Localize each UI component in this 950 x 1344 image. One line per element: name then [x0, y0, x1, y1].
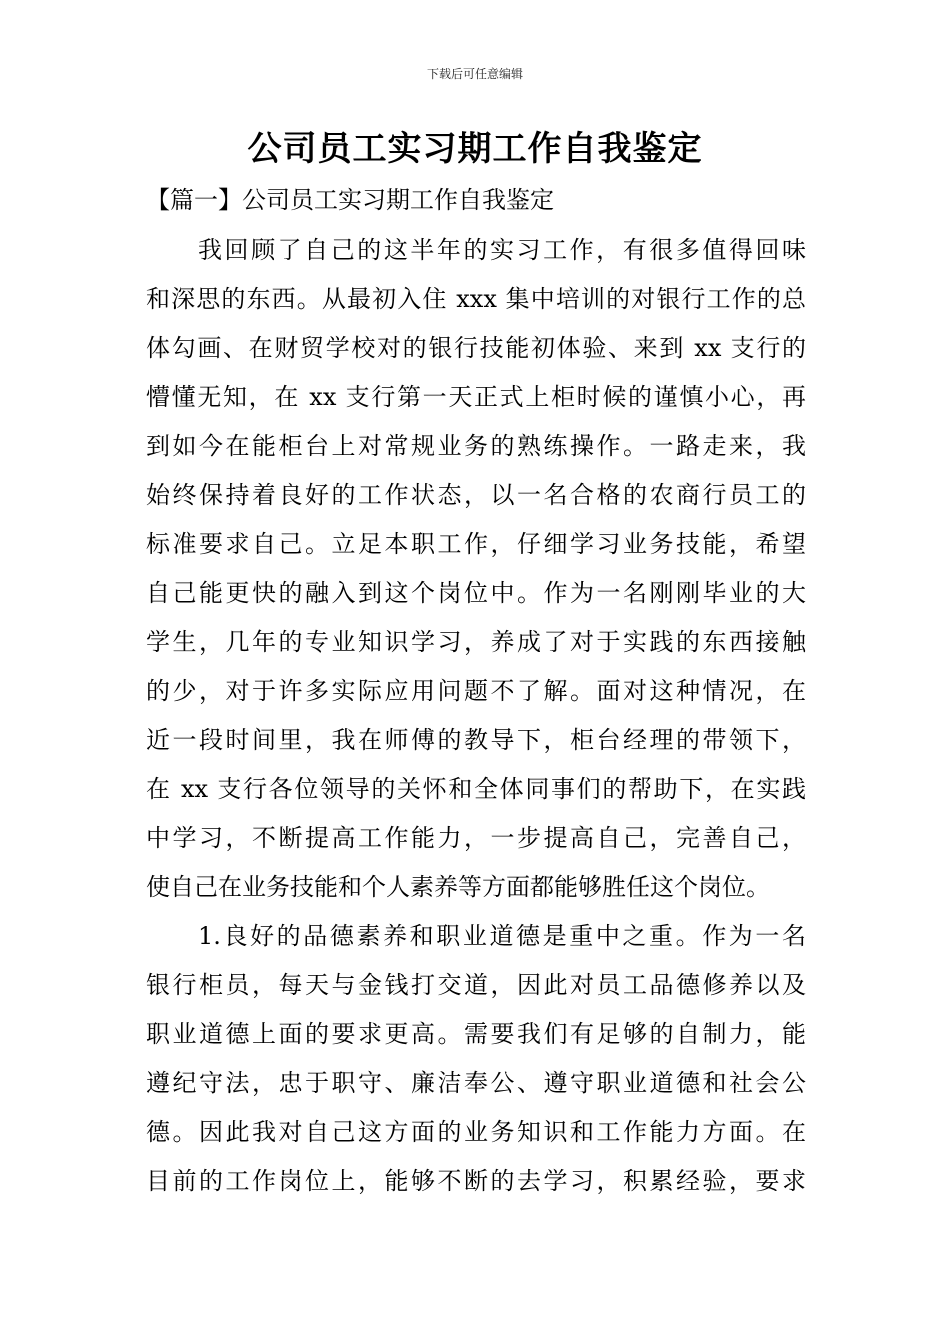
- paragraph-1-line-12: 在 xx 支行各位领导的关怀和全体同事们的帮助下，在实践: [146, 775, 806, 803]
- paragraph-1-line-1: 我回顾了自己的这半年的实习工作，有很多值得回味: [198, 236, 806, 264]
- paragraph-2-line-4: 遵纪守法，忠于职守、廉洁奉公、遵守职业道德和社会公: [146, 1069, 806, 1097]
- paragraph-2-line-1: 1.良好的品德素养和职业道德是重中之重。作为一名: [198, 922, 806, 950]
- paragraph-1-line-2: 和深思的东西。从最初入住 xxx 集中培训的对银行工作的总: [146, 285, 806, 313]
- body-text: [146, 226, 806, 1206]
- paragraph-2-line-6: 目前的工作岗位上，能够不断的去学习，积累经验，要求: [146, 1167, 806, 1195]
- document-title: 公司员工实习期工作自我鉴定: [247, 129, 703, 169]
- paragraph-1-line-4: 懵懂无知，在 xx 支行第一天正式上柜时候的谨慎小心，再: [146, 383, 806, 411]
- section-heading: 【篇一】公司员工实习期工作自我鉴定: [146, 186, 554, 214]
- paragraph-2-line-3: 职业道德上面的要求更高。需要我们有足够的自制力，能: [146, 1020, 806, 1048]
- paragraph-2-line-5: 德。因此我对自己这方面的业务知识和工作能力方面。在: [146, 1118, 806, 1146]
- paragraph-1-line-7: 标准要求自己。立足本职工作，仔细学习业务技能，希望: [146, 530, 806, 558]
- paragraph-1-line-11: 近一段时间里，我在师傅的教导下，柜台经理的带领下，: [146, 726, 806, 754]
- paragraph-1-line-8: 自己能更快的融入到这个岗位中。作为一名刚刚毕业的大: [146, 579, 806, 607]
- paragraph-1-line-9: 学生，几年的专业知识学习，养成了对于实践的东西接触: [146, 628, 806, 656]
- paragraph-1-line-10: 的少，对于许多实际应用问题不了解。面对这种情况，在: [146, 677, 806, 705]
- paragraph-1-line-14: 使自己在业务技能和个人素养等方面都能够胜任这个岗位。: [146, 873, 770, 901]
- page-header-note: 下载后可任意编辑: [426, 67, 523, 81]
- paragraph-2-line-2: 银行柜员，每天与金钱打交道，因此对员工品德修养以及: [146, 971, 806, 999]
- paragraph-1-line-3: 体勾画、在财贸学校对的银行技能初体验、来到 xx 支行的: [146, 334, 806, 362]
- paragraph-1-line-5: 到如今在能柜台上对常规业务的熟练操作。一路走来，我: [146, 432, 806, 460]
- paragraph-1-line-6: 始终保持着良好的工作状态，以一名合格的农商行员工的: [146, 481, 806, 509]
- paragraph-1-line-13: 中学习，不断提高工作能力，一步提高自己，完善自己，: [146, 824, 806, 852]
